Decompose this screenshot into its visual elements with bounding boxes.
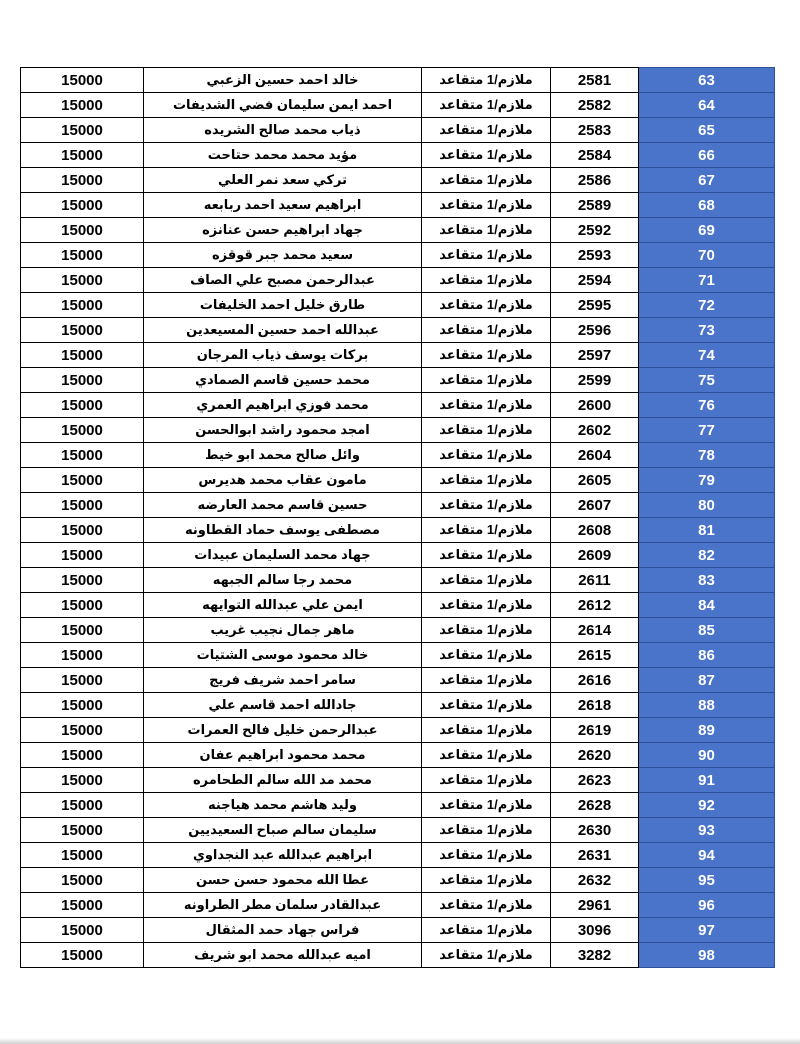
rank-cell: ملازم/1 متقاعد (422, 418, 551, 443)
rank-cell: ملازم/1 متقاعد (422, 668, 551, 693)
row-number-cell: 82 (639, 543, 775, 568)
amount-cell: 15000 (21, 268, 144, 293)
table-row (21, 493, 775, 518)
row-number-cell: 79 (639, 468, 775, 493)
table-row (21, 943, 775, 968)
id-cell: 2616 (551, 668, 639, 693)
name-cell: ابراهيم سعيد احمد ربابعه (144, 193, 422, 218)
id-cell: 3096 (551, 918, 639, 943)
amount-cell: 15000 (21, 743, 144, 768)
id-cell: 2628 (551, 793, 639, 818)
id-cell: 2596 (551, 318, 639, 343)
name-cell: ابراهيم عبدالله عبد النجداوي (144, 843, 422, 868)
table-row (21, 218, 775, 243)
name-cell: جادالله احمد قاسم علي (144, 693, 422, 718)
rank-cell: ملازم/1 متقاعد (422, 343, 551, 368)
table-row (21, 643, 775, 668)
row-number-cell: 66 (639, 143, 775, 168)
id-cell: 2608 (551, 518, 639, 543)
row-number-cell: 64 (639, 93, 775, 118)
name-cell: طارق خليل احمد الخليفات (144, 293, 422, 318)
row-number-cell: 75 (639, 368, 775, 393)
id-cell: 2620 (551, 743, 639, 768)
rank-cell: ملازم/1 متقاعد (422, 918, 551, 943)
rank-cell: ملازم/1 متقاعد (422, 68, 551, 93)
rank-cell: ملازم/1 متقاعد (422, 543, 551, 568)
id-cell: 2586 (551, 168, 639, 193)
name-cell: جهاد ابراهيم حسن عنانزه (144, 218, 422, 243)
table-row (21, 743, 775, 768)
name-cell: ذياب محمد صالح الشريده (144, 118, 422, 143)
row-number-cell: 71 (639, 268, 775, 293)
amount-cell: 15000 (21, 893, 144, 918)
rank-cell: ملازم/1 متقاعد (422, 318, 551, 343)
table-row (21, 618, 775, 643)
name-cell: اميه عبدالله محمد ابو شريف (144, 943, 422, 968)
id-cell: 2584 (551, 143, 639, 168)
row-number-cell: 84 (639, 593, 775, 618)
table-row (21, 243, 775, 268)
amount-cell: 15000 (21, 243, 144, 268)
amount-cell: 15000 (21, 668, 144, 693)
row-number-cell: 88 (639, 693, 775, 718)
name-cell: امجد محمود راشد ابوالحسن (144, 418, 422, 443)
row-number-cell: 89 (639, 718, 775, 743)
amount-cell: 15000 (21, 93, 144, 118)
amount-cell: 15000 (21, 368, 144, 393)
id-cell: 2631 (551, 843, 639, 868)
row-number-cell: 67 (639, 168, 775, 193)
rank-cell: ملازم/1 متقاعد (422, 643, 551, 668)
id-cell: 2961 (551, 893, 639, 918)
row-number-cell: 63 (639, 68, 775, 93)
rank-cell: ملازم/1 متقاعد (422, 368, 551, 393)
rank-cell: ملازم/1 متقاعد (422, 118, 551, 143)
table-row (21, 368, 775, 393)
id-cell: 2599 (551, 368, 639, 393)
id-cell: 2597 (551, 343, 639, 368)
rank-cell: ملازم/1 متقاعد (422, 518, 551, 543)
table-row (21, 668, 775, 693)
name-cell: سليمان سالم صباح السعيديين (144, 818, 422, 843)
row-number-cell: 97 (639, 918, 775, 943)
id-cell: 2589 (551, 193, 639, 218)
name-cell: محمد رجا سالم الجبهه (144, 568, 422, 593)
name-cell: وليد هاشم محمد هياجنه (144, 793, 422, 818)
row-number-cell: 68 (639, 193, 775, 218)
id-cell: 2600 (551, 393, 639, 418)
name-cell: فراس جهاد حمد المثقال (144, 918, 422, 943)
name-cell: محمد مد الله سالم الطحامره (144, 768, 422, 793)
amount-cell: 15000 (21, 393, 144, 418)
amount-cell: 15000 (21, 193, 144, 218)
table-row (21, 193, 775, 218)
row-number-cell: 98 (639, 943, 775, 968)
name-cell: محمد فوزي ابراهيم العمري (144, 393, 422, 418)
rank-cell: ملازم/1 متقاعد (422, 268, 551, 293)
table-row (21, 843, 775, 868)
id-cell: 2623 (551, 768, 639, 793)
row-number-cell: 76 (639, 393, 775, 418)
id-cell: 3282 (551, 943, 639, 968)
row-number-cell: 94 (639, 843, 775, 868)
row-number-cell: 74 (639, 343, 775, 368)
table-row (21, 418, 775, 443)
rank-cell: ملازم/1 متقاعد (422, 293, 551, 318)
id-cell: 2593 (551, 243, 639, 268)
name-cell: سعيد محمد جبر قوقزه (144, 243, 422, 268)
row-number-cell: 95 (639, 868, 775, 893)
amount-cell: 15000 (21, 343, 144, 368)
id-cell: 2581 (551, 68, 639, 93)
rank-cell: ملازم/1 متقاعد (422, 568, 551, 593)
name-cell: خالد احمد حسين الزعبي (144, 68, 422, 93)
row-number-cell: 86 (639, 643, 775, 668)
row-number-cell: 73 (639, 318, 775, 343)
table-row (21, 343, 775, 368)
id-cell: 2604 (551, 443, 639, 468)
name-cell: حسين قاسم محمد العارضه (144, 493, 422, 518)
row-number-cell: 80 (639, 493, 775, 518)
rank-cell: ملازم/1 متقاعد (422, 243, 551, 268)
id-cell: 2612 (551, 593, 639, 618)
amount-cell: 15000 (21, 843, 144, 868)
amount-cell: 15000 (21, 818, 144, 843)
row-number-cell: 91 (639, 768, 775, 793)
table-row (21, 518, 775, 543)
id-cell: 2605 (551, 468, 639, 493)
amount-cell: 15000 (21, 518, 144, 543)
amount-cell: 15000 (21, 318, 144, 343)
name-cell: مامون عقاب محمد هديرس (144, 468, 422, 493)
row-number-cell: 92 (639, 793, 775, 818)
row-number-cell: 78 (639, 443, 775, 468)
table-row (21, 918, 775, 943)
rank-cell: ملازم/1 متقاعد (422, 143, 551, 168)
name-cell: وائل صالح محمد ابو خيط (144, 443, 422, 468)
table-row (21, 168, 775, 193)
amount-cell: 15000 (21, 293, 144, 318)
id-cell: 2609 (551, 543, 639, 568)
name-cell: عبدالقادر سلمان مطر الطراونه (144, 893, 422, 918)
table-body (21, 68, 775, 968)
amount-cell: 15000 (21, 68, 144, 93)
name-cell: احمد ايمن سليمان فضي الشديفات (144, 93, 422, 118)
rank-cell: ملازم/1 متقاعد (422, 193, 551, 218)
amount-cell: 15000 (21, 468, 144, 493)
name-cell: محمد محمود ابراهيم عفان (144, 743, 422, 768)
row-number-cell: 96 (639, 893, 775, 918)
id-cell: 2592 (551, 218, 639, 243)
amount-cell: 15000 (21, 768, 144, 793)
rank-cell: ملازم/1 متقاعد (422, 868, 551, 893)
id-cell: 2615 (551, 643, 639, 668)
amount-cell: 15000 (21, 118, 144, 143)
rank-cell: ملازم/1 متقاعد (422, 693, 551, 718)
amount-cell: 15000 (21, 718, 144, 743)
amount-cell: 15000 (21, 643, 144, 668)
name-cell: ماهر جمال نجيب غريب (144, 618, 422, 643)
id-cell: 2619 (551, 718, 639, 743)
rank-cell: ملازم/1 متقاعد (422, 468, 551, 493)
rank-cell: ملازم/1 متقاعد (422, 768, 551, 793)
rank-cell: ملازم/1 متقاعد (422, 618, 551, 643)
id-cell: 2630 (551, 818, 639, 843)
name-cell: ايمن علي عبدالله التوايهه (144, 593, 422, 618)
amount-cell: 15000 (21, 543, 144, 568)
id-cell: 2594 (551, 268, 639, 293)
row-number-cell: 85 (639, 618, 775, 643)
amount-cell: 15000 (21, 793, 144, 818)
amount-cell: 15000 (21, 693, 144, 718)
rank-cell: ملازم/1 متقاعد (422, 393, 551, 418)
row-number-cell: 87 (639, 668, 775, 693)
table-row (21, 893, 775, 918)
table-row (21, 68, 775, 93)
rank-cell: ملازم/1 متقاعد (422, 218, 551, 243)
amount-cell: 15000 (21, 218, 144, 243)
amount-cell: 15000 (21, 493, 144, 518)
amount-cell: 15000 (21, 618, 144, 643)
name-cell: عبدالله احمد حسين المسيعدين (144, 318, 422, 343)
rank-cell: ملازم/1 متقاعد (422, 743, 551, 768)
amount-cell: 15000 (21, 918, 144, 943)
amount-cell: 15000 (21, 443, 144, 468)
name-cell: خالد محمود موسى الشتيات (144, 643, 422, 668)
table-row (21, 118, 775, 143)
id-cell: 2611 (551, 568, 639, 593)
amount-cell: 15000 (21, 593, 144, 618)
table-row (21, 93, 775, 118)
table-row (21, 318, 775, 343)
table-row (21, 693, 775, 718)
name-cell: بركات يوسف ذياب المرجان (144, 343, 422, 368)
id-cell: 2614 (551, 618, 639, 643)
table-row (21, 468, 775, 493)
rank-cell: ملازم/1 متقاعد (422, 718, 551, 743)
id-cell: 2618 (551, 693, 639, 718)
rank-cell: ملازم/1 متقاعد (422, 443, 551, 468)
amount-cell: 15000 (21, 568, 144, 593)
name-cell: عبدالرحمن مصبح علي الصاف (144, 268, 422, 293)
rank-cell: ملازم/1 متقاعد (422, 843, 551, 868)
name-cell: جهاد محمد السليمان عبيدات (144, 543, 422, 568)
name-cell: سامر احمد شريف فريج (144, 668, 422, 693)
row-number-cell: 72 (639, 293, 775, 318)
id-cell: 2632 (551, 868, 639, 893)
row-number-cell: 70 (639, 243, 775, 268)
row-number-cell: 90 (639, 743, 775, 768)
row-number-cell: 65 (639, 118, 775, 143)
name-cell: محمد حسين قاسم الصمادي (144, 368, 422, 393)
table-row (21, 443, 775, 468)
rank-cell: ملازم/1 متقاعد (422, 493, 551, 518)
table-row (21, 143, 775, 168)
id-cell: 2583 (551, 118, 639, 143)
row-number-cell: 93 (639, 818, 775, 843)
page-bottom-edge (0, 1038, 800, 1044)
table-row (21, 793, 775, 818)
rank-cell: ملازم/1 متقاعد (422, 818, 551, 843)
row-number-cell: 69 (639, 218, 775, 243)
row-number-cell: 81 (639, 518, 775, 543)
rank-cell: ملازم/1 متقاعد (422, 93, 551, 118)
amount-cell: 15000 (21, 168, 144, 193)
table-row (21, 868, 775, 893)
amount-cell: 15000 (21, 143, 144, 168)
row-number-cell: 77 (639, 418, 775, 443)
name-cell: عطا الله محمود حسن حسن (144, 868, 422, 893)
name-cell: تركي سعد نمر العلي (144, 168, 422, 193)
table-row (21, 593, 775, 618)
id-cell: 2595 (551, 293, 639, 318)
table-row (21, 818, 775, 843)
rank-cell: ملازم/1 متقاعد (422, 893, 551, 918)
rank-cell: ملازم/1 متقاعد (422, 943, 551, 968)
rank-cell: ملازم/1 متقاعد (422, 793, 551, 818)
table-row (21, 768, 775, 793)
rank-cell: ملازم/1 متقاعد (422, 593, 551, 618)
name-cell: مؤيد محمد محمد حتاحت (144, 143, 422, 168)
id-cell: 2607 (551, 493, 639, 518)
table-row (21, 268, 775, 293)
table-row (21, 718, 775, 743)
amount-cell: 15000 (21, 418, 144, 443)
table-row (21, 543, 775, 568)
rank-cell: ملازم/1 متقاعد (422, 168, 551, 193)
retirees-table (20, 67, 775, 968)
amount-cell: 15000 (21, 943, 144, 968)
table-row (21, 393, 775, 418)
row-number-cell: 83 (639, 568, 775, 593)
amount-cell: 15000 (21, 868, 144, 893)
retirees-list-sheet (20, 67, 774, 968)
name-cell: مصطفى يوسف حماد القطاونه (144, 518, 422, 543)
table-row (21, 293, 775, 318)
table-row (21, 568, 775, 593)
id-cell: 2582 (551, 93, 639, 118)
name-cell: عبدالرحمن خليل فالح العمرات (144, 718, 422, 743)
id-cell: 2602 (551, 418, 639, 443)
